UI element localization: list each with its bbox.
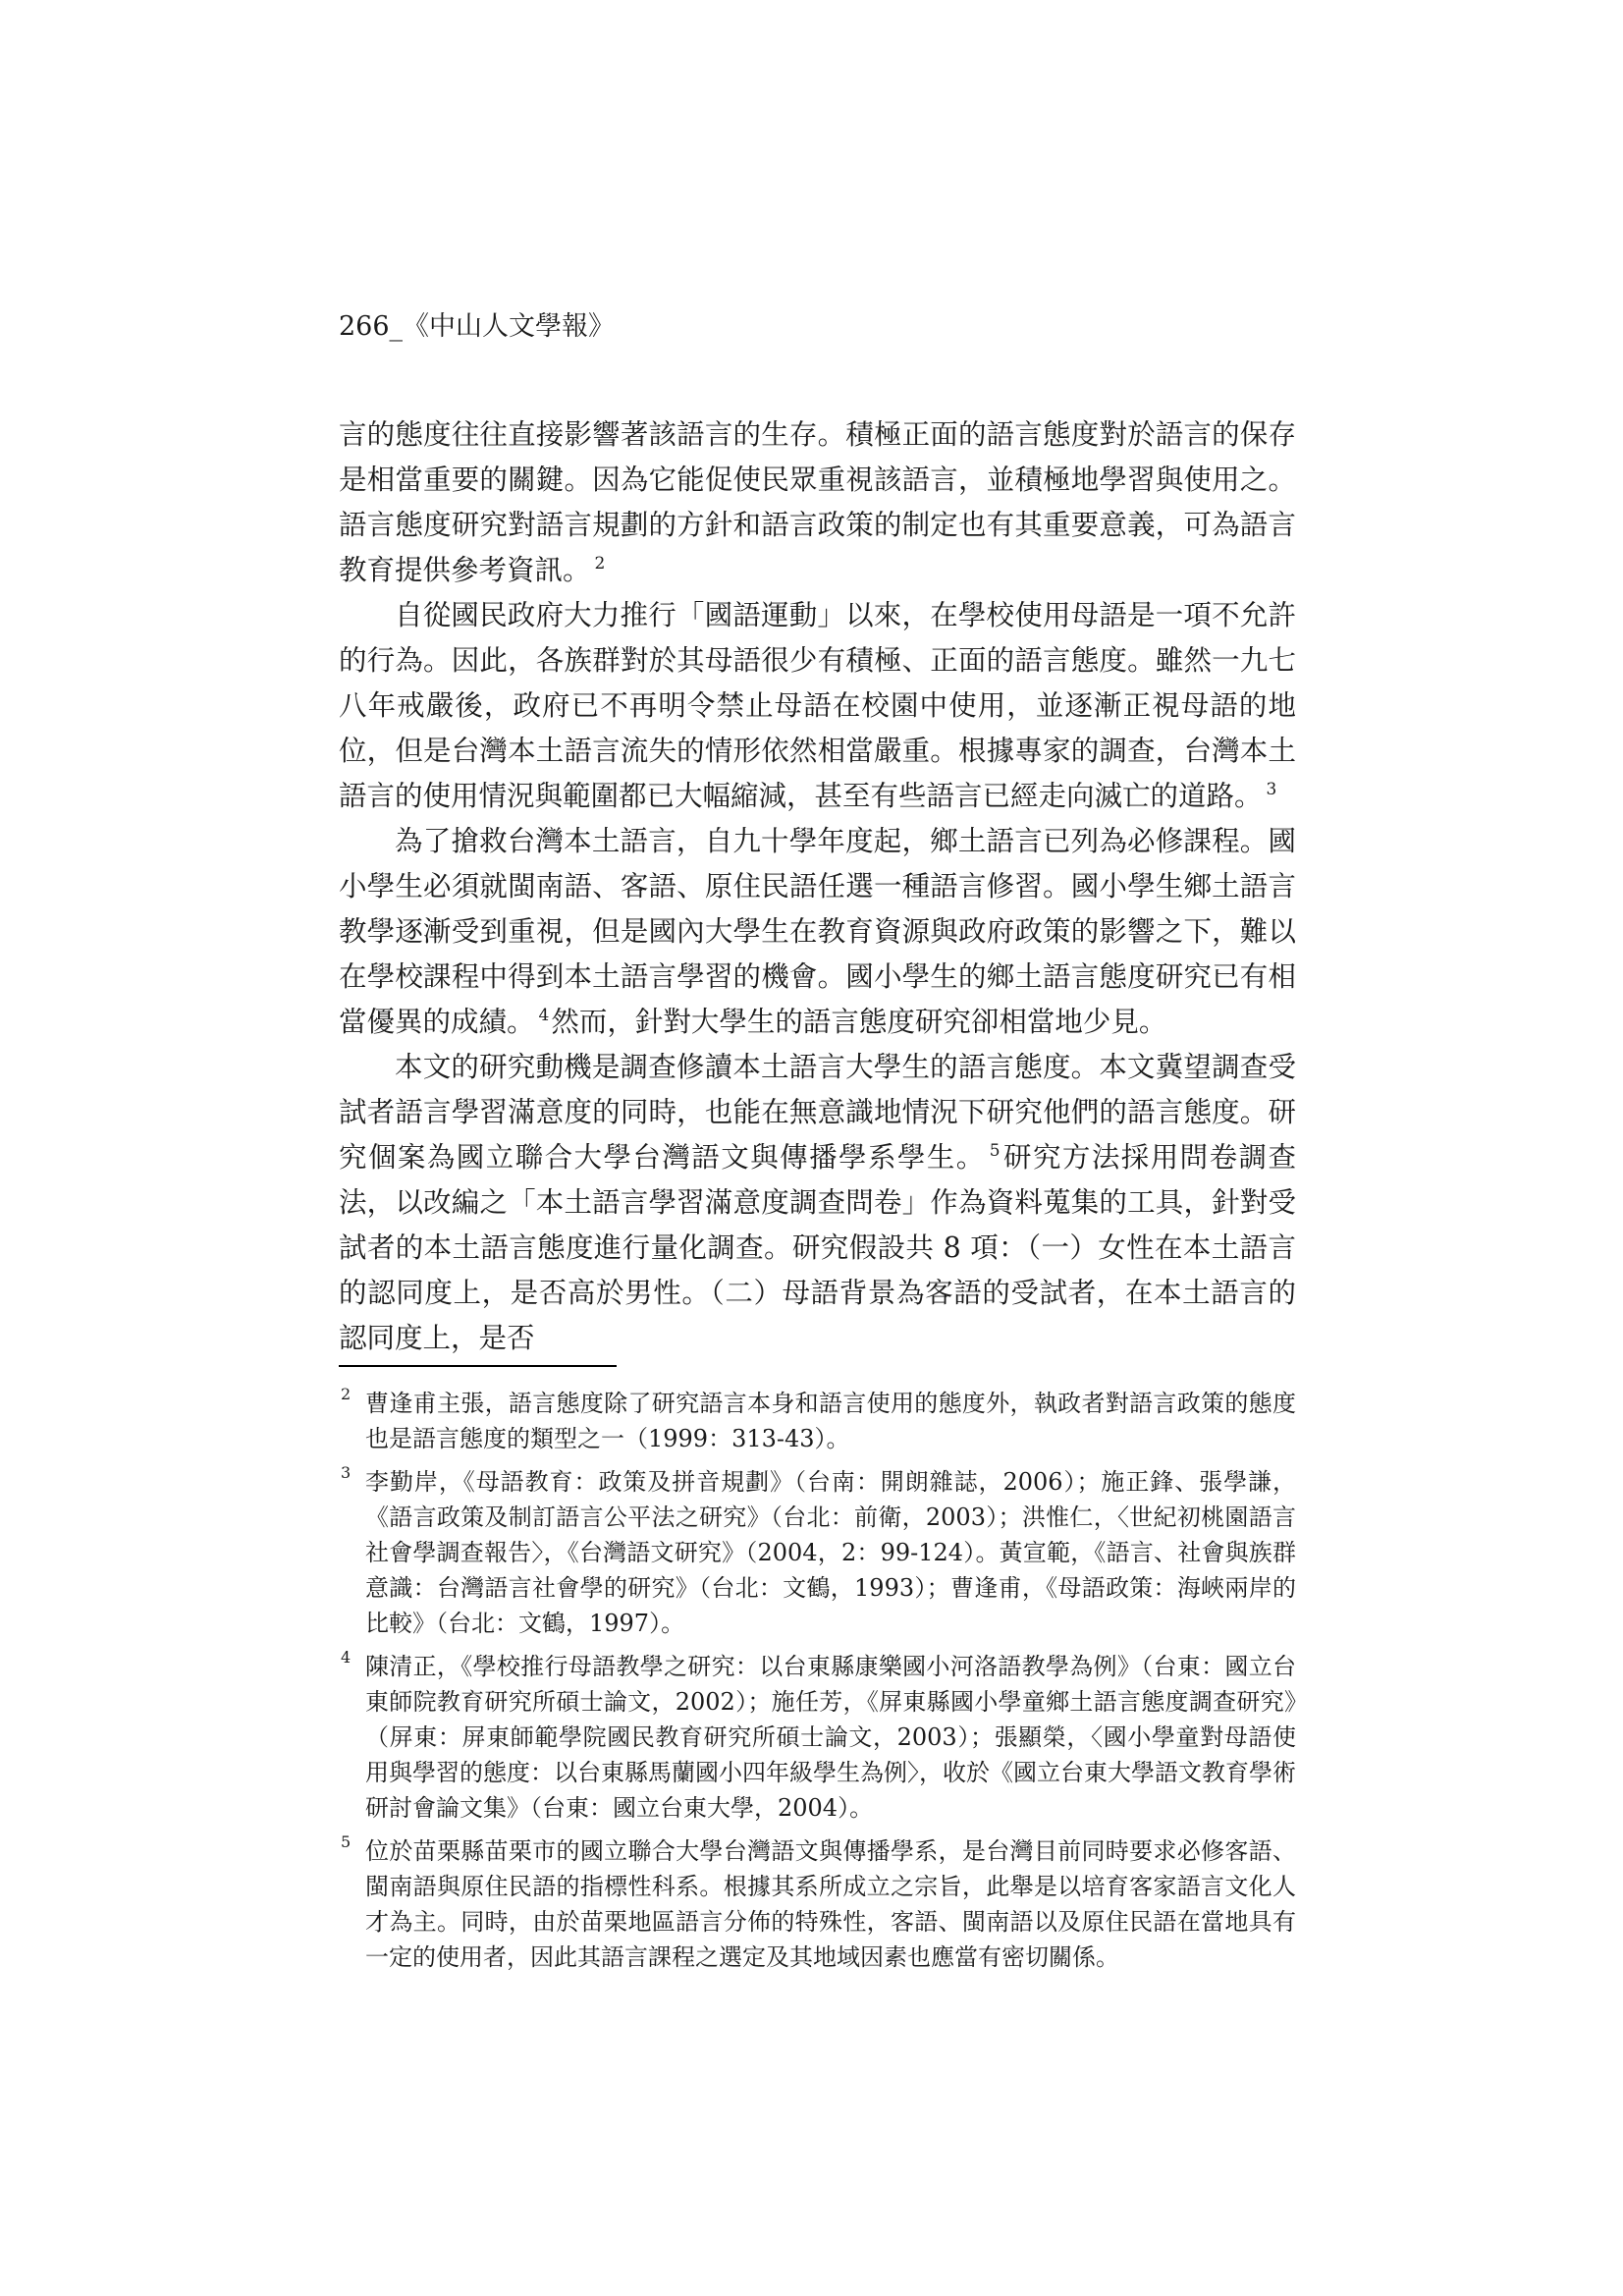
footnote-4 (339, 1649, 1296, 1826)
footnote-5 (339, 1833, 1296, 1975)
footnote-text: 李勤岸，《母語教育：政策及拼音規劃》（台南：開朗雜誌，2006）；施正鋒、張學謙，《語言政策及制訂語言公平法之研究》（台北：前衛，2003）；洪惟仁，〈世紀初桃園語言社會學調查報告〉，《台灣語文研究》（2004，2：99-124）。黃宣範，《語言、社會與族群意識：台灣語言社會學的研究》（台北：文鶴，1993）；曹逢甫，《母語政策：海峽兩岸的比較》（台北：文鶴，1997）。 (365, 1468, 1296, 1637)
paragraph-text: 為了搶救台灣本土語言，自九十學年度起，鄉土語言已列為必修課程。國小學生必須就閩南語、客語、原住民語任選一種語言修習。國小學生鄉土語言教學逐漸受到重視，但是國內大學生在教育資源與政府政策的影響之下，難以在學校課程中得到本土語言學習的機會。國小學生的鄉土語言態度研究已有相當優異的成績。 (339, 825, 1296, 1038)
footnote-text: 位於苗栗縣苗栗市的國立聯合大學台灣語文與傳播學系，是台灣目前同時要求必修客語、閩南語與原住民語的指標性科系。根據其系所成立之宗旨，此舉是以培育客家語言文化人才為主。同時，由於苗栗地區語言分佈的特殊性，客語、閩南語以及原住民語在當地具有一定的使用者，因此其語言課程之選定及其地域因素也應當有密切關係。 (365, 1837, 1296, 1971)
footnote-ref: 2 (594, 554, 606, 574)
main-text (339, 412, 1296, 1361)
footnote-ref: 5 (989, 1141, 1001, 1161)
journal-title: _《中山人文學報》 (389, 311, 616, 342)
footnote-mark: 3 (341, 1463, 352, 1482)
paragraph-2 (339, 593, 1296, 819)
footnote-ref: 4 (538, 1006, 550, 1025)
footnote-divider (339, 1365, 617, 1367)
footnote-text: 曹逢甫主張，語言態度除了研究語言本身和語言使用的態度外，執政者對語言政策的態度也是語言態度的類型之一（1999：313-43）。 (365, 1390, 1296, 1452)
paragraph-text: 研究方法採用問卷調查法，以改編之「本土語言學習滿意度調查問卷」作為資料蒐集的工具，針對受試者的本土語言態度進行量化調查。研究假設共 8 項：（一）女性在本土語言的認同度上，是否高於男性。（二）母語背景為客語的受試者，在本土語言的認同度上，是否 (339, 1141, 1296, 1354)
footnote-3 (339, 1464, 1296, 1641)
running-header (339, 310, 615, 344)
footnote-text: 陳清正，《學校推行母語教學之研究：以台東縣康樂國小河洛語教學為例》（台東：國立台東師院教育研究所碩士論文，2002）；施任芳，《屏東縣國小學童鄉土語言態度調查研究》（屏東：屏東師範學院國民教育研究所碩士論文，2003）；張顯榮，〈國小學童對母語使用與學習的態度：以台東縣馬蘭國小四年級學生為例〉，收於《國立台東大學語文教育學術研討會論文集》（台東：國立台東大學，2004）。 (365, 1653, 1296, 1822)
page-number: 266 (339, 311, 390, 342)
footnote-mark: 2 (341, 1385, 352, 1403)
footnote-2 (339, 1386, 1296, 1456)
footnote-mark: 4 (341, 1648, 352, 1667)
paragraph-text: 自從國民政府大力推行「國語運動」以來，在學校使用母語是一項不允許的行為。因此，各族群對於其母語很少有積極、正面的語言態度。雖然一九七八年戒嚴後，政府已不再明令禁止母語在校園中使用，並逐漸正視母語的地位，但是台灣本土語言流失的情形依然相當嚴重。根據專家的調查，台灣本土語言的使用情況與範圍都已大幅縮減，甚至有些語言已經走向滅亡的道路。 (339, 599, 1296, 812)
footnotes (339, 1386, 1296, 1983)
footnote-ref: 3 (1266, 780, 1277, 799)
paragraph-1 (339, 412, 1296, 593)
paragraph-text: 言的態度往往直接影響著該語言的生存。積極正面的語言態度對於語言的保存是相當重要的關鍵。因為它能促使民眾重視該語言，並積極地學習與使用之。語言態度研究對語言規劃的方針和語言政策的制定也有其重要意義，可為語言教育提供參考資訊。 (339, 418, 1296, 586)
paragraph-3 (339, 819, 1296, 1045)
paragraph-text: 然而，針對大學生的語言態度研究卻相當地少見。 (551, 1006, 1167, 1038)
paragraph-text: 本文的研究動機是調查修讀本土語言大學生的語言態度。本文冀望調查受試者語言學習滿意度的同時，也能在無意識地情況下研究他們的語言態度。研究個案為國立聯合大學台灣語文與傳播學系學生。 (339, 1051, 1296, 1174)
footnote-mark: 5 (341, 1832, 352, 1851)
paragraph-4 (339, 1045, 1296, 1361)
